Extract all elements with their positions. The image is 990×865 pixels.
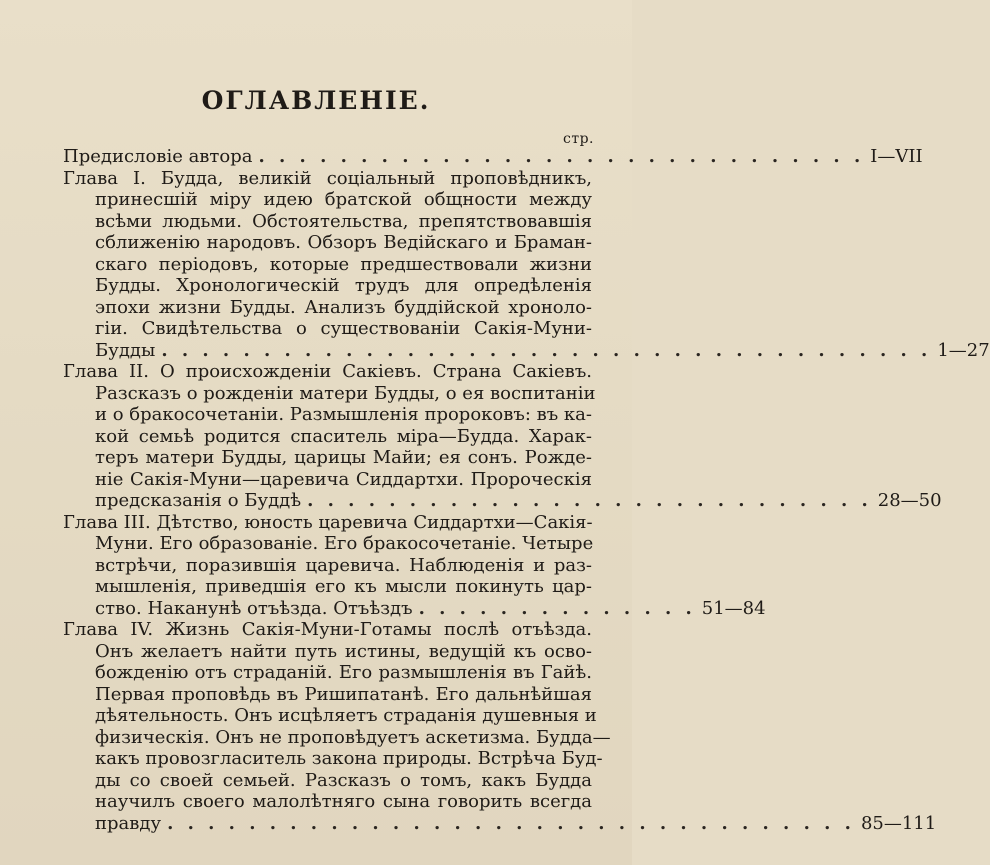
toc-line: Первая проповѣдь въ Ришипатанѣ. Его дальнѣйшая bbox=[95, 683, 592, 705]
toc-line: эпохи жизни Будды. Анализъ буддійской хроноло- bbox=[95, 296, 592, 318]
toc-line: научилъ своего малолѣтняго сына говорить всегда bbox=[95, 791, 592, 812]
page-range: 28—50 bbox=[877, 490, 942, 511]
toc-line: Муни. Его образованіе. Его бракосочетаніе. Четыре bbox=[95, 533, 594, 554]
toc-entry-last-line bbox=[95, 490, 942, 512]
toc-line: Будды. Хронологическій трудъ для опредѣленія bbox=[95, 275, 592, 296]
page-range: I—VII bbox=[870, 146, 923, 167]
page-title: ОГЛАВЛЕНІЕ. bbox=[201, 86, 431, 115]
toc-line: Глава I. Будда, великій соціальный проповѣдникъ, bbox=[63, 167, 592, 189]
page-range: 1—27 bbox=[937, 339, 990, 361]
toc-line: мышленія, приведшія его къ мысли покинуть цар- bbox=[95, 576, 592, 597]
toc-line-text: ство. Наканунѣ отъѣзда. Отъѣздъ bbox=[95, 597, 413, 619]
page-column-label: стр. bbox=[563, 131, 594, 147]
dot-leader: . . . . . . . . . . . . . . . . . . . . . . . . . . . . . . . . . . bbox=[167, 812, 855, 834]
toc-line: гіи. Свидѣтельства о существованіи Сакія-Муни- bbox=[95, 318, 592, 339]
dot-leader: . . . . . . . . . . . . . . . . . . . . . . . . . . . . bbox=[307, 490, 872, 511]
dot-leader: . . . . . . . . . . . . . . bbox=[418, 597, 696, 619]
toc-line: физическія. Онъ не проповѣдуетъ аскетизма. Будда— bbox=[95, 726, 611, 748]
toc-entry-last-line bbox=[95, 339, 990, 362]
toc-line: божденію отъ страданій. Его размышленія въ Гайѣ. bbox=[95, 662, 592, 683]
toc-line: принесшій міру идею братской общности между bbox=[95, 189, 592, 210]
toc-line-text: правду bbox=[95, 812, 162, 834]
toc-line: Глава IV. Жизнь Сакія-Муни-Готамы послѣ отъѣзда. bbox=[63, 619, 592, 640]
toc-line: скаго періодовъ, которые предшествовали жизни bbox=[95, 253, 592, 275]
toc-line-text: Будды bbox=[95, 339, 156, 361]
toc-entry-last-line bbox=[95, 597, 766, 620]
toc-line: ніе Сакія-Муни—царевича Сиддартхи. Пророческія bbox=[95, 468, 592, 490]
page-range: 51—84 bbox=[701, 597, 766, 619]
toc-line-text: предсказанія о Буддѣ bbox=[95, 490, 302, 511]
page-range: 85—111 bbox=[860, 812, 937, 834]
toc-line: Глава II. О происхожденіи Сакіевъ. Страна Сакіевъ. bbox=[63, 361, 592, 382]
toc-line: дѣятельность. Онъ исцѣляетъ страданія душевныя и bbox=[95, 705, 597, 726]
toc-line: Глава III. Дѣтство, юность царевича Сиддартхи—Сакія- bbox=[63, 511, 593, 533]
toc-line: Разсказъ о рожденіи матери Будды, о ея воспитаніи bbox=[95, 382, 596, 404]
toc-entry-last-line bbox=[63, 146, 923, 168]
toc-line: ды со своей семьей. Разсказъ о томъ, какъ Будда bbox=[95, 769, 592, 791]
toc-line: и о бракосочетаніи. Размышленія пророковъ: въ ка- bbox=[95, 404, 592, 425]
toc-line: какъ провозгласитель закона природы. Встрѣча Буд- bbox=[95, 748, 603, 769]
dot-leader: . . . . . . . . . . . . . . . . . . . . . . . . . . . . . . bbox=[258, 146, 865, 167]
toc-line-text: Предисловіе автора bbox=[63, 146, 253, 167]
dot-leader: . . . . . . . . . . . . . . . . . . . . . . . . . . . . . . . . . . . . . . bbox=[161, 339, 932, 361]
toc-line: Онъ желаетъ найти путь истины, ведущій къ осво- bbox=[95, 640, 592, 662]
toc-line: всѣми людьми. Обстоятельства, препятствовавшія bbox=[95, 210, 592, 232]
toc-line: встрѣчи, поразившія царевича. Наблюденія и раз- bbox=[95, 554, 592, 576]
toc-line: кой семьѣ родится спаситель міра—Будда. Харак- bbox=[95, 425, 592, 447]
toc-line: теръ матери Будды, царицы Майи; ея сонъ. Рожде- bbox=[95, 447, 592, 468]
toc-entry-last-line bbox=[95, 812, 937, 835]
toc-line: сближенію народовъ. Обзоръ Ведійскаго и Браман- bbox=[95, 232, 592, 253]
